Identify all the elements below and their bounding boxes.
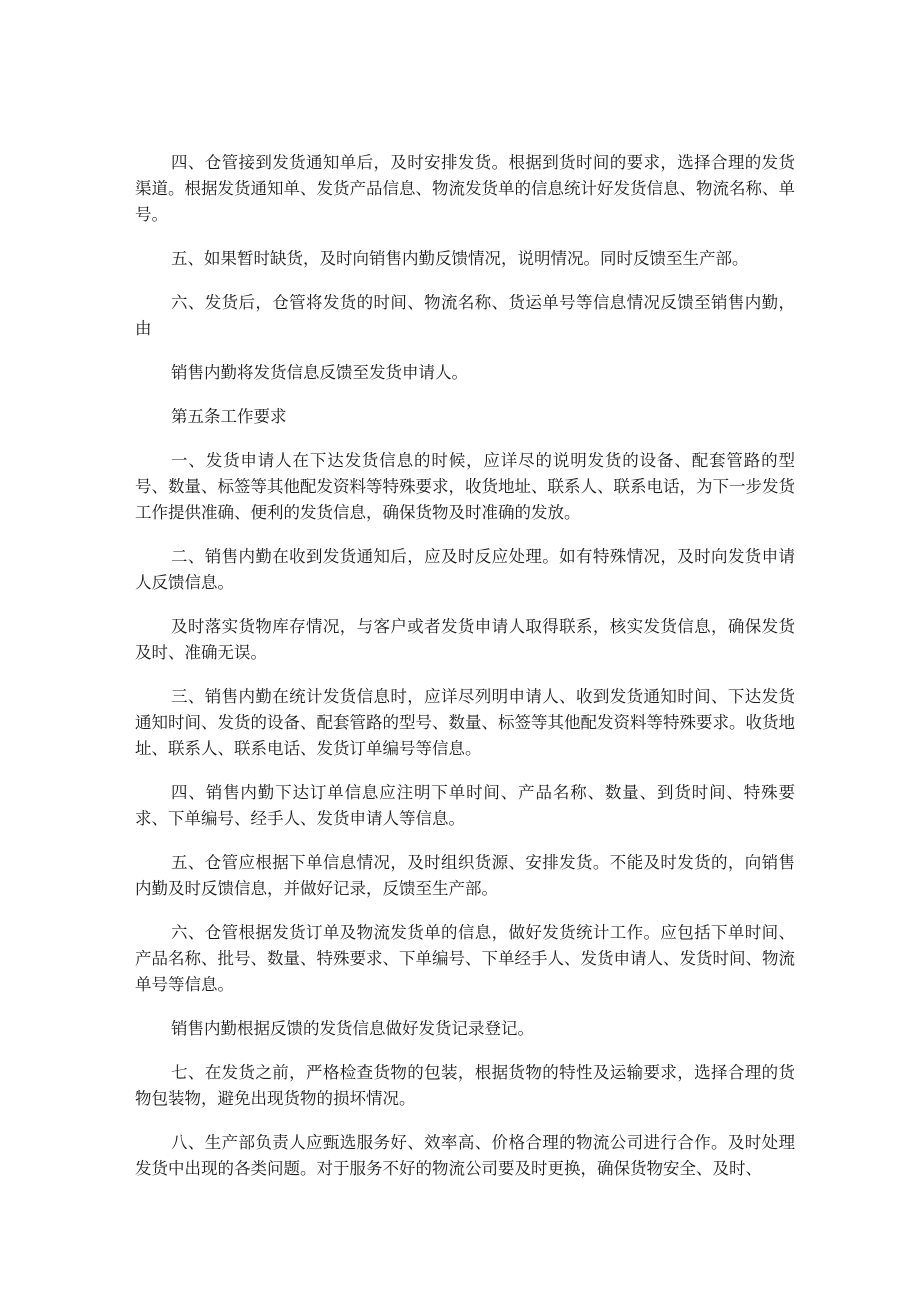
paragraph-req6-shipping-stats: 六、仓管根据发货订单及物流发货单的信息，做好发货统计工作。应包括下单时间、产品名称、批号、数量、特殊要求、下单编号、下单经手人、发货申请人、发货时间、物流单号等信息。	[135, 923, 795, 994]
paragraph-req7-packaging: 七、在发货之前，严格检查货物的包装，根据货物的特性及运输要求，选择合理的货物包装物，避免出现货物的损坏情况。	[135, 1063, 795, 1108]
paragraph-req2-inventory: 及时落实货物库存情况，与客户或者发货申请人取得联系，核实发货信息，确保发货及时、准确无误。	[135, 617, 795, 662]
paragraph-shipping-record: 销售内勤根据反馈的发货信息做好发货记录登记。	[171, 1019, 534, 1038]
paragraph-req4-order-info: 四、销售内勤下达订单信息应注明下单时间、产品名称、数量、到货时间、特殊要求、下单编号、经手人、发货申请人等信息。	[135, 783, 795, 828]
paragraph-feedback-to-applicant: 销售内勤将发货信息反馈至发货申请人。	[171, 363, 468, 382]
paragraph-req3-statistics: 三、销售内勤在统计发货信息时，应详尽列明申请人、收到发货通知时间、下达发货通知时间、发货的设备、配套管路的型号、数量、标签等其他配发资料等特殊要求。收货地址、联系人、联系电话、发货订单编号等信息。	[135, 687, 795, 758]
paragraph-section5-out-of-stock: 五、如果暂时缺货，及时向销售内勤反馈情况，说明情况。同时反馈至生产部。	[171, 249, 749, 268]
document-body	[135, 150, 795, 1200]
paragraph-req1-applicant: 一、发货申请人在下达发货信息的时候，应详尽的说明发货的设备、配套管路的型号、数量、标签等其他配发资料等特殊要求，收货地址、联系人、联系电话，为下一步发货工作提供准确、便利的发货信息，确保货物及时准确的发放。	[135, 451, 795, 522]
paragraph-req2-sales-assistant: 二、销售内勤在收到发货通知后，应及时反应处理。如有特殊情况，及时向发货申请人反馈信息。	[135, 547, 795, 592]
paragraph-section4-shipping: 四、仓管接到发货通知单后，及时安排发货。根据到货时间的要求，选择合理的发货渠道。根据发货通知单、发货产品信息、物流发货单的信息统计好发货信息、物流名称、单号。	[135, 153, 795, 224]
paragraph-section6-after-shipping: 六、发货后，仓管将发货的时间、物流名称、货运单号等信息情况反馈至销售内勤，由	[135, 293, 795, 338]
paragraph-req8-logistics: 八、生产部负责人应甄选服务好、效率高、价格合理的物流公司进行合作。及时处理发货中出现的各类问题。对于服务不好的物流公司要及时更换，确保货物安全、及时、	[135, 1133, 795, 1178]
paragraph-req5-warehouse: 五、仓管应根据下单信息情况，及时组织货源、安排发货。不能及时发货的，向销售内勤及时反馈信息，并做好记录，反馈至生产部。	[135, 853, 795, 898]
article-heading-work-requirements: 第五条工作要求	[171, 407, 287, 426]
